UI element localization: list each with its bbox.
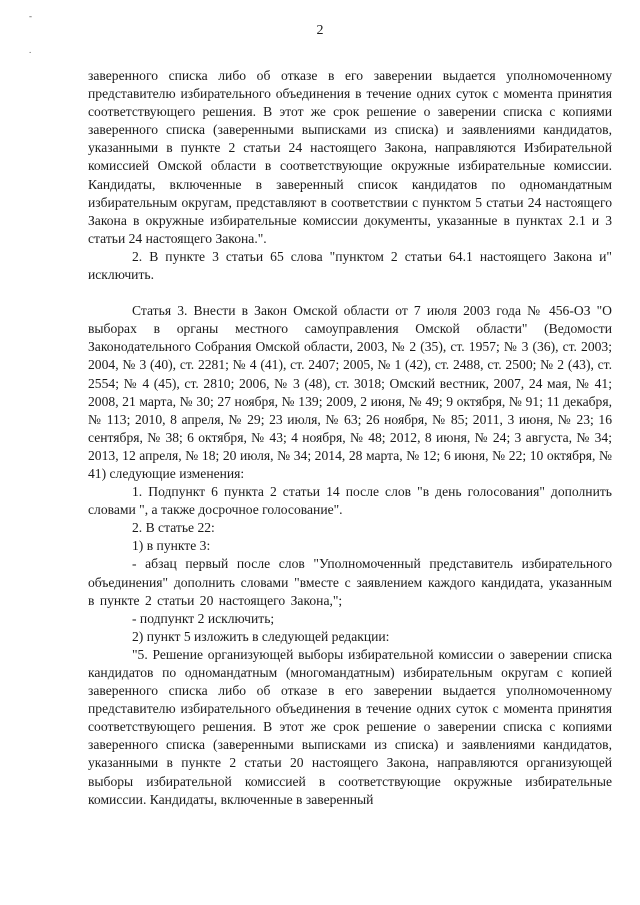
paragraph-subitem-2: 2) пункт 5 изложить в следующей редакции: (132, 628, 390, 644)
document-body (88, 67, 612, 809)
paragraph-indent-first: - абзац первый после слов "Уполномоченный представитель избирательного объединения" дополнить словами "вместе с заявлением каждого кандидата, указанным в пункте 2 статьи 20 настоящего Закона,"; (88, 556, 612, 608)
paragraph-new-text: "5. Решение организующей выборы избирательной комиссии о заверении списка кандидатов по одномандатным (многомандатным) избирательным округам с копией заверенного списка либо об отказе в его заверении выдается уполномоченному представителю избирательного объединения в течение одних суток с момента принятия соответствующего решения. В этот же срок решение о заверении списка с копиями заверенного списка (заверенными выписками из списка) и заявлениями кандидатов, указанными в пункте 2 статьи 20 настоящего Закона, направляются организующей выборы избирательной комиссией в соответствующие окружные избирательные комиссии. Кандидаты, включенные в заверенный (88, 646, 612, 807)
paragraph-continuation: заверенного списка либо об отказе в его заверении выдается уполномоченному представителю избирательного объединения в течение одних суток с момента принятия соответствующего решения. В этот же срок решение о заверении списка с копиями заверенного списка (заверенными выписками из списка) и заявлениями кандидатов, указанными в пункте 2 статьи 24 настоящего Закона, направляются Избирательной комиссией Омской области в соответствующие окружные избирательные комиссии. Кандидаты, включенные в заверенный список кандидатов по одномандатным избирательным округам, представляют в соответствии с пунктом 5 статьи 24 настоящего Закона в окружные избирательные комиссии документы, указанные в пунктах 2.1 и 3 статьи 24 настоящего Закона.". (88, 68, 612, 246)
paragraph-remove-subitem: - подпункт 2 исключить; (132, 610, 275, 626)
paragraph-item-2: 2. В пункте 3 статьи 65 слова "пунктом 2 статьи 64.1 настоящего Закона и" исключить. (88, 248, 612, 283)
margin-mark-dash: - (29, 11, 32, 21)
paragraph-gap (88, 284, 612, 302)
paragraph-article-3: Статья 3. Внести в Закон Омской области от 7 июля 2003 года № 456-ОЗ "О выборах в органы местного самоуправления Омской области" (Ведомости Законодательного Собрания Омской области, 2003, № 2 (35), ст. 1957; № 3 (36), ст. 2003; 2004, № 3 (40), ст. 2281; № 4 (41), ст. 2407; 2005, № 1 (42), ст. 2488, ст. 2500; № 2 (43), ст. 2554; № 4 (45), ст. 2810; 2006, № 3 (48), ст. 3018; Омский вестник, 2007, 24 мая, № 41; 2008, 21 марта, № 30; 27 ноября, № 139; 2009, 2 июня, № 49; 9 октября, № 91; 11 декабря, № 113; 2010, 8 апреля, № 29; 23 июля, № 63; 26 ноября, № 85; 2011, 3 июня, № 23; 16 сентября, № 38; 6 октября, № 43; 4 ноября, № 48; 2012, 8 июня, № 24; 3 августа, № 34; 2013, 12 апреля, № 18; 20 июля, № 34; 2014, 28 марта, № 12; 6 июня, № 22; 10 октября, № 41) следующие изменения: (88, 303, 612, 481)
page-number: 2 (316, 23, 324, 38)
margin-mark-dot: . (29, 45, 32, 55)
paragraph-subitem-1: 1) в пункте 3: (132, 538, 211, 554)
paragraph-change-2: 2. В статье 22: (132, 520, 215, 536)
paragraph-change-1: 1. Подпункт 6 пункта 2 статьи 14 после слов "в день голосования" дополнить словами ", а также досрочное голосование". (88, 484, 612, 518)
